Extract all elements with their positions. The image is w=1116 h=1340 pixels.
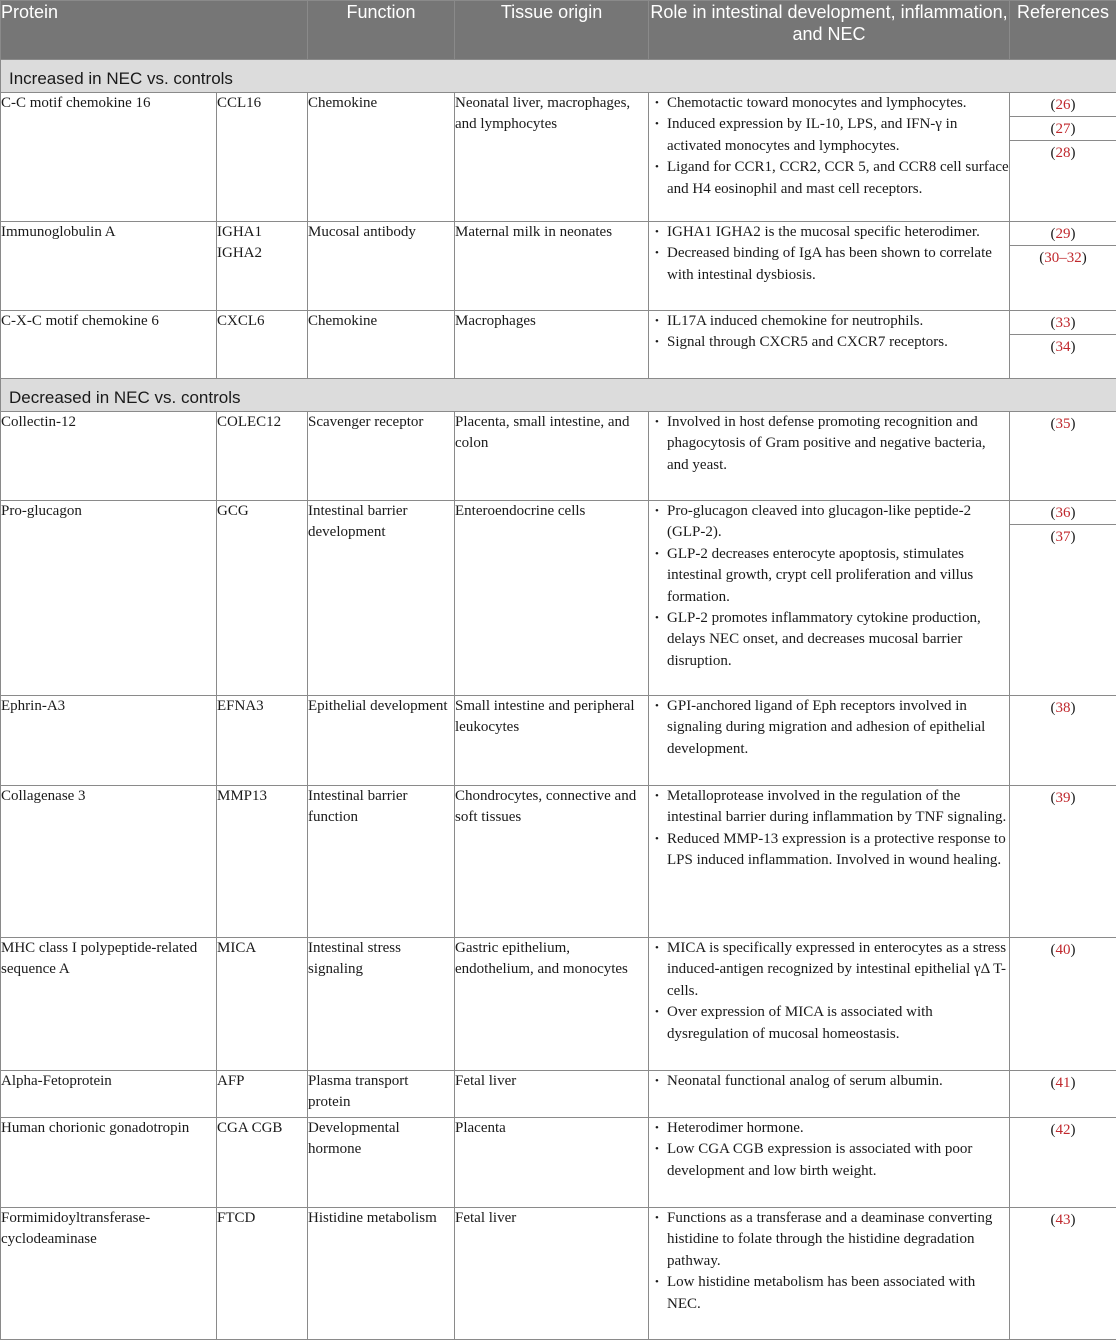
gene-symbol: EFNA3 xyxy=(217,696,308,786)
header-tissue-origin: Tissue origin xyxy=(455,1,649,60)
role-item: • Neonatal functional analog of serum albumin. xyxy=(667,1071,1009,1092)
tissue-origin: Fetal liver xyxy=(455,1071,649,1118)
reference-item: (35) xyxy=(1010,412,1116,436)
references-cell xyxy=(1010,696,1116,786)
role-item: • GPI-anchored ligand of Eph receptors involved in signaling during migration and adhesion of epithelial development. xyxy=(667,696,1009,760)
reference-item: (36) xyxy=(1010,501,1116,525)
role-cell xyxy=(649,1118,1010,1208)
role-item: • Involved in host defense promoting recognition and phagocytosis of Gram positive and negative bacteria, and yeast. xyxy=(667,412,1009,476)
role-item: • IGHA1 IGHA2 is the mucosal specific heterodimer. xyxy=(667,222,1009,243)
reference-link[interactable]: 40 xyxy=(1056,942,1071,958)
protein-function: Scavenger receptor xyxy=(308,412,455,501)
protein-name: Pro-glucagon xyxy=(1,501,217,696)
table-row xyxy=(1,311,1116,379)
references-cell xyxy=(1010,1071,1116,1118)
references-cell xyxy=(1010,786,1116,938)
gene-symbol: CGA CGB xyxy=(217,1118,308,1208)
reference-link[interactable]: 28 xyxy=(1056,145,1071,161)
references-cell xyxy=(1010,93,1116,222)
references-cell xyxy=(1010,1208,1116,1340)
section-title: Decreased in NEC vs. controls xyxy=(1,379,1116,412)
reference-item: (43) xyxy=(1010,1208,1116,1232)
role-item: • Over expression of MICA is associated with dysregulation of mucosal homeostasis. xyxy=(667,1002,1009,1045)
role-item: • Induced expression by IL-10, LPS, and IFN-γ in activated monocytes and lymphocytes. xyxy=(667,114,1009,157)
reference-item: (29) xyxy=(1010,222,1116,246)
role-list xyxy=(649,412,1009,476)
gene-symbol: CXCL6 xyxy=(217,311,308,379)
role-list xyxy=(649,696,1009,760)
role-item: • Decreased binding of IgA has been shown to correlate with intestinal dysbiosis. xyxy=(667,243,1009,286)
references-cell xyxy=(1010,501,1116,696)
protein-name: Ephrin-A3 xyxy=(1,696,217,786)
role-item: • Pro-glucagon cleaved into glucagon-like peptide-2 (GLP-2). xyxy=(667,501,1009,544)
section-row xyxy=(1,379,1116,412)
role-list xyxy=(649,786,1009,872)
protein-name: Human chorionic gonadotropin xyxy=(1,1118,217,1208)
role-cell xyxy=(649,311,1010,379)
table-row xyxy=(1,93,1116,222)
header-references: References xyxy=(1010,1,1116,60)
role-list xyxy=(649,1071,1009,1092)
protein-name: Formimidoyltransferase-cyclodeaminase xyxy=(1,1208,217,1340)
tissue-origin: Enteroendocrine cells xyxy=(455,501,649,696)
gene-symbol: MMP13 xyxy=(217,786,308,938)
role-cell xyxy=(649,501,1010,696)
protein-function: Mucosal antibody xyxy=(308,222,455,311)
reference-link[interactable]: 41 xyxy=(1056,1075,1071,1091)
references-cell xyxy=(1010,311,1116,379)
role-cell xyxy=(649,696,1010,786)
section-row xyxy=(1,60,1116,93)
protein-function: Chemokine xyxy=(308,311,455,379)
reference-link[interactable]: 43 xyxy=(1056,1212,1071,1228)
protein-function: Intestinal barrier development xyxy=(308,501,455,696)
role-list xyxy=(649,938,1009,1045)
reference-item: (30–32) xyxy=(1010,246,1116,270)
references-cell xyxy=(1010,222,1116,311)
table-row xyxy=(1,696,1116,786)
role-item: • Reduced MMP-13 expression is a protective response to LPS induced inflammation. Involved in wound healing. xyxy=(667,829,1009,872)
tissue-origin: Small intestine and peripheral leukocytes xyxy=(455,696,649,786)
reference-item: (40) xyxy=(1010,938,1116,962)
role-cell xyxy=(649,786,1010,938)
table-row xyxy=(1,412,1116,501)
protein-function: Histidine metabolism xyxy=(308,1208,455,1340)
protein-function: Epithelial development xyxy=(308,696,455,786)
role-item: • Heterodimer hormone. xyxy=(667,1118,1009,1139)
protein-name: Alpha-Fetoprotein xyxy=(1,1071,217,1118)
role-item: • Metalloprotease involved in the regulation of the intestinal barrier during inflammation by TNF signaling. xyxy=(667,786,1009,829)
reference-item: (37) xyxy=(1010,525,1116,549)
reference-item: (34) xyxy=(1010,335,1116,359)
role-item: • Functions as a transferase and a deaminase converting histidine to folate through the histidine degradation pathway. xyxy=(667,1208,1009,1272)
reference-link[interactable]: 27 xyxy=(1056,121,1071,137)
reference-link[interactable]: 38 xyxy=(1056,700,1071,716)
protein-function: Chemokine xyxy=(308,93,455,222)
references-cell xyxy=(1010,938,1116,1071)
reference-link[interactable]: 34 xyxy=(1056,339,1071,355)
role-item: • Signal through CXCR5 and CXCR7 receptors. xyxy=(667,332,1009,353)
role-list xyxy=(649,93,1009,200)
header-function: Function xyxy=(308,1,455,60)
reference-link[interactable]: 33 xyxy=(1056,315,1071,331)
role-list xyxy=(649,1118,1009,1182)
role-item: • GLP-2 decreases enterocyte apoptosis, stimulates intestinal growth, crypt cell proliferation and villus formation. xyxy=(667,544,1009,608)
gene-symbol: IGHA1 IGHA2 xyxy=(217,222,308,311)
role-list xyxy=(649,501,1009,672)
tissue-origin: Placenta, small intestine, and colon xyxy=(455,412,649,501)
role-item: • GLP-2 promotes inflammatory cytokine production, delays NEC onset, and decreases mucosal barrier disruption. xyxy=(667,608,1009,672)
protein-function: Intestinal barrier function xyxy=(308,786,455,938)
header-protein: Protein xyxy=(1,1,308,60)
tissue-origin: Macrophages xyxy=(455,311,649,379)
table-row xyxy=(1,222,1116,311)
reference-item: (27) xyxy=(1010,117,1116,141)
role-item: • MICA is specifically expressed in enterocytes as a stress induced-antigen recognized by intestinal epithelial γΔ T-cells. xyxy=(667,938,1009,1002)
table-row xyxy=(1,1208,1116,1340)
protein-name: MHC class I polypeptide-related sequence A xyxy=(1,938,217,1071)
role-list xyxy=(649,311,1009,354)
tissue-origin: Chondrocytes, connective and soft tissues xyxy=(455,786,649,938)
tissue-origin: Fetal liver xyxy=(455,1208,649,1340)
role-cell xyxy=(649,412,1010,501)
reference-link[interactable]: 39 xyxy=(1056,790,1071,806)
role-cell xyxy=(649,938,1010,1071)
gene-symbol: GCG xyxy=(217,501,308,696)
protein-name: Immunoglobulin A xyxy=(1,222,217,311)
protein-name: C-X-C motif chemokine 6 xyxy=(1,311,217,379)
protein-function: Developmental hormone xyxy=(308,1118,455,1208)
section-title: Increased in NEC vs. controls xyxy=(1,60,1116,93)
reference-item: (28) xyxy=(1010,141,1116,165)
role-item: • Low CGA CGB expression is associated with poor development and low birth weight. xyxy=(667,1139,1009,1182)
protein-function: Intestinal stress signaling xyxy=(308,938,455,1071)
gene-symbol: AFP xyxy=(217,1071,308,1118)
table-row xyxy=(1,501,1116,696)
tissue-origin: Placenta xyxy=(455,1118,649,1208)
references-cell xyxy=(1010,1118,1116,1208)
references-cell xyxy=(1010,412,1116,501)
reference-link[interactable]: 29 xyxy=(1056,226,1071,242)
header-role: Role in intestinal development, inflammation, and NEC xyxy=(649,1,1010,60)
role-list xyxy=(649,222,1009,286)
role-list xyxy=(649,1208,1009,1315)
reference-item: (33) xyxy=(1010,311,1116,335)
gene-symbol: MICA xyxy=(217,938,308,1071)
role-item: • Low histidine metabolism has been associated with NEC. xyxy=(667,1272,1009,1315)
reference-link[interactable]: 30–32 xyxy=(1044,250,1082,266)
reference-link[interactable]: 37 xyxy=(1056,529,1071,545)
reference-link[interactable]: 36 xyxy=(1056,505,1071,521)
gene-symbol: COLEC12 xyxy=(217,412,308,501)
table-body xyxy=(1,60,1116,1340)
protein-name: C-C motif chemokine 16 xyxy=(1,93,217,222)
role-item: • Ligand for CCR1, CCR2, CCR 5, and CCR8 cell surface and H4 eosinophil and mast cell receptors. xyxy=(667,157,1009,200)
gene-symbol: FTCD xyxy=(217,1208,308,1340)
protein-name: Collectin-12 xyxy=(1,412,217,501)
role-cell xyxy=(649,93,1010,222)
table-row xyxy=(1,938,1116,1071)
table-row xyxy=(1,1118,1116,1208)
reference-link[interactable]: 26 xyxy=(1056,97,1071,113)
reference-link[interactable]: 35 xyxy=(1056,416,1071,432)
role-cell xyxy=(649,1208,1010,1340)
protein-function: Plasma transport protein xyxy=(308,1071,455,1118)
protein-name: Collagenase 3 xyxy=(1,786,217,938)
reference-item: (42) xyxy=(1010,1118,1116,1142)
gene-symbol: CCL16 xyxy=(217,93,308,222)
tissue-origin: Maternal milk in neonates xyxy=(455,222,649,311)
role-cell xyxy=(649,222,1010,311)
reference-item: (41) xyxy=(1010,1071,1116,1095)
header-row xyxy=(1,1,1116,60)
role-cell xyxy=(649,1071,1010,1118)
table-row xyxy=(1,786,1116,938)
reference-item: (39) xyxy=(1010,786,1116,810)
table-row xyxy=(1,1071,1116,1118)
reference-item: (26) xyxy=(1010,93,1116,117)
reference-link[interactable]: 42 xyxy=(1056,1122,1071,1138)
tissue-origin: Gastric epithelium, endothelium, and monocytes xyxy=(455,938,649,1071)
role-item: • Chemotactic toward monocytes and lymphocytes. xyxy=(667,93,1009,114)
reference-item: (38) xyxy=(1010,696,1116,720)
role-item: • IL17A induced chemokine for neutrophils. xyxy=(667,311,1009,332)
tissue-origin: Neonatal liver, macrophages, and lymphocytes xyxy=(455,93,649,222)
